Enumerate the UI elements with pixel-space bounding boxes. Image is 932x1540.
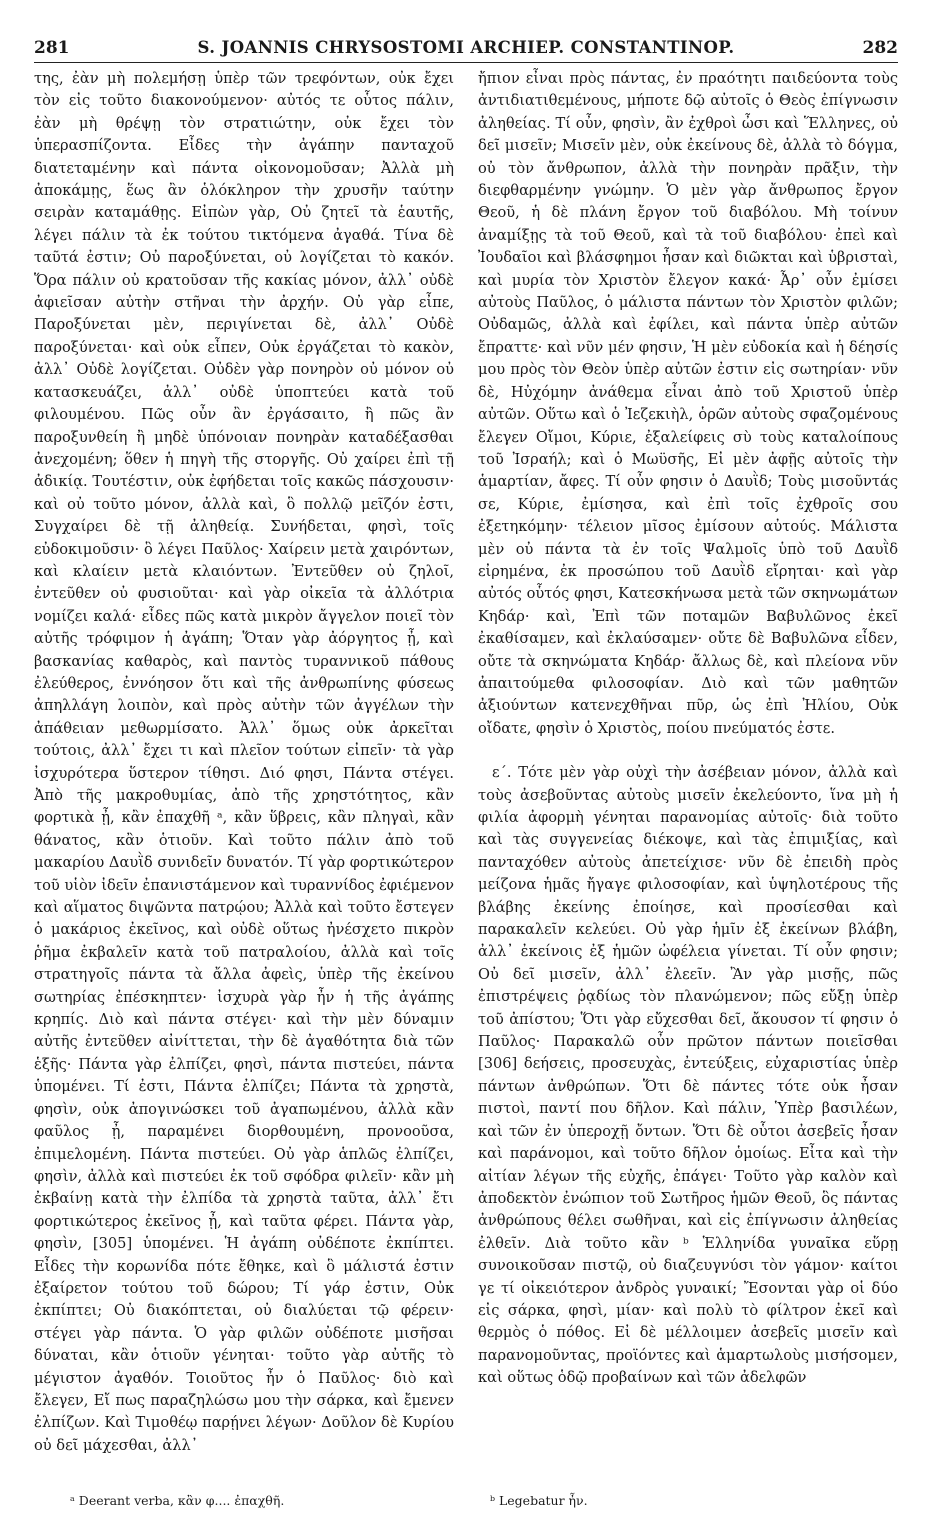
section-paragraph: ε´. Τότε μὲν γὰρ οὐχὶ τὴν ἀσέβειαν μόνον, ἀλλὰ καὶ τοὺς ἀσεβοῦντας αὐτοὺς μισεῖν ἐκελεύοντο, ἵνα μὴ ἡ φιλία ἀφορμὴ γένηται παρανομίας αὐτοῖς· διὰ τοῦτο καὶ τὰς συγγενείας διέκοψε, καὶ τὰς ἐπιμιξίας, καὶ πανταχόθεν αὐτοὺς ἀπετείχισε· νῦν δὲ ἐπειδὴ πρὸς μείζονα ἡμᾶς ἤγαγε φιλοσοφίαν, καὶ ὑψηλοτέρους τῆς βλάβης ἐκείνης ἐποίησε, καὶ προσίεσθαι καὶ παρακαλεῖν κελεύει. Οὐ γὰρ ἡμῖν ἐξ ἐκείνων βλάβη, ἀλλ᾽ ἐκείνοις ἐξ ἡμῶν ὠφέλεια γίνεται. Τί οὖν φησιν; Οὐ δεῖ μισεῖν, ἀλλ᾽ ἐλεεῖν. Ἂν γὰρ μισῇς, πῶς ἐπιστρέψεις ῥᾳδίως τὸν πλανώμενον; πῶς εὔξῃ ὑπὲρ τοῦ ἀπίστου; Ὅτι γὰρ εὔχεσθαι δεῖ, ἄκουσον τί φησιν ὁ Παῦλος· Παρακαλῶ οὖν πρῶτον πάντων ποιεῖσθαι [306] δεήσεις, προσευχὰς, ἐντεύξεις, εὐχαριστίας ὑπὲρ πάντων ἀνθρώπων. Ὅτι δὲ πάντες τότε οὐκ ἦσαν πιστοὶ, παντί που δῆλον. Καὶ πάλιν, Ὑπὲρ βασιλέων, καὶ τῶν ἐν ὑπεροχῇ ὄντων. Ὅτι δὲ οὗτοι ἀσεβεῖς ἦσαν καὶ παράνομοι, καὶ τοῦτο δῆλον ὁμοίως. Εἶτα καὶ τὴν αἰτίαν λέγων τῆς εὐχῆς, ἐπάγει· Τοῦτο γὰρ καλὸν καὶ ἀποδεκτὸν ἐνώπιον τοῦ Σωτῆρος ἡμῶν Θεοῦ, ὃς πάντας ἀνθρώπους θέλει σωθῆναι, καὶ εἰς ἐπίγνωσιν ἀληθείας ἐλθεῖν. Διὰ τοῦτο κἂν ᵇ Ἑλληνίδα γυναῖκα εὕρῃ συνοικοῦσαν πιστῷ, οὐ διαζευγνύσι τὸν γάμον· καίτοι γε τί οἰκειότερον ἀνδρὸς γυναικί; Ἔσονται γὰρ οἱ δύο εἰς σάρκα, φησὶ, μίαν· καὶ πολὺ τὸ φίλτρον ἐκεῖ καὶ θερμὸς ὁ πόθος. Εἰ δὲ μέλλοιμεν ἀσεβεῖς μισεῖν καὶ παρανομοῦντας, προϊόντες καὶ ἁμαρτωλοὺς μισήσομεν, καὶ οὕτως ὁδῷ προβαίνων καὶ τῶν ἀδελφῶν [478, 764, 898, 1387]
right-column [478, 68, 898, 1390]
page-number-right: 282 [862, 38, 898, 58]
right-column-paragraph: ἤπιον εἶναι πρὸς πάντας, ἐν πραότητι παιδεύοντα τοὺς ἀντιδιατιθεμένους, μήποτε δῷ αὐτοῖς ὁ Θεὸς ἐπίγνωσιν ἀληθείας. Τί οὖν, φησὶν, ἂν ἐχθροὶ ὦσι καὶ Ἕλληνες, οὐ δεῖ μισεῖν; Μισεῖν μὲν, οὐκ ἐκείνους δὲ, ἀλλὰ τὸ δόγμα, οὐ τὸν ἄνθρωπον, ἀλλὰ τὴν πονηρὰν πρᾶξιν, τὴν διεφθαρμένην γνώμην. Ὁ μὲν γὰρ ἄνθρωπος ἔργον Θεοῦ, ἡ δὲ πλάνη ἔργον τοῦ διαβόλου. Μὴ τοίνυν ἀναμίξῃς τὰ τοῦ Θεοῦ, καὶ τὰ τοῦ διαβόλου· ἐπεὶ καὶ Ἰουδαῖοι καὶ βλάσφημοι ἦσαν καὶ διῶκται καὶ ὑβρισταὶ, καὶ μυρία τὸν Χριστὸν ἔλεγον κακά· Ἆρ᾽ οὖν ἐμίσει αὐτοὺς Παῦλος, ὁ μάλιστα πάντων τὸν Χριστὸν φιλῶν; Οὐδαμῶς, ἀλλὰ καὶ ἐφίλει, καὶ πάντα ὑπὲρ αὐτῶν ἔπραττε· καὶ νῦν μέν φησιν, Ἡ μὲν εὐδοκία καὶ ἡ δέησίς μου πρὸς τὸν Θεὸν ὑπὲρ αὐτῶν ἐστιν εἰς σωτηρίαν· νῦν δὲ, Ηὐχόμην ἀνάθεμα εἶναι ἀπὸ τοῦ Χριστοῦ ὑπὲρ αὐτῶν. Οὕτω καὶ ὁ Ἰεζεκιὴλ, ὁρῶν αὐτοὺς σφαζομένους ἔλεγεν Οἴμοι, Κύριε, ἐξαλείφεις σὺ τοὺς καταλοίπους τοῦ Ἰσραήλ; καὶ ὁ Μωϋσῆς, Εἰ μὲν ἀφῇς αὐτοῖς τὴν ἁμαρτίαν, ἄφες. Τί οὖν φησιν ὁ Δαυῒδ; Τοὺς μισοῦντάς σε, Κύριε, ἐμίσησα, καὶ ἐπὶ τοῖς ἐχθροῖς σου ἐξετηκόμην· τέλειον μῖσος ἐμίσουν αὐτούς. Μάλιστα μὲν οὐ πάντα τὰ ἐν τοῖς Ψαλμοῖς ὑπὸ τοῦ Δαυῒδ εἰρημένα, ἐκ προσώπου τοῦ Δαυῒδ εἴρηται· καὶ γὰρ αὐτός οὗτός φησι, Κατεσκήνωσα μετὰ τῶν σκηνωμάτων Κηδάρ· καὶ, Ἐπὶ τῶν ποταμῶν Βαβυλῶνος ἐκεῖ ἐκαθίσαμεν, καὶ ἐκλαύσαμεν· οὔτε δὲ Βαβυλῶνα εἶδεν, οὔτε τὰ σκηνώματα Κηδάρ· ἄλλως δὲ, καὶ πλείονα νῦν ἀπαιτούμεθα φιλοσοφίαν. Διὸ καὶ τῶν μαθητῶν ἀξιούντων κατενεχθῆναι πῦρ, ὡς ἐπὶ Ἠλίου, Οὐκ οἴδατε, φησὶν ὁ Χριστὸς, ποίου πνεύματός ἐστε. [478, 70, 898, 737]
left-column [34, 68, 454, 1457]
footnote-right: ᵇ Legebatur ἦν. [490, 1493, 588, 1508]
left-column-paragraph: της, ἐὰν μὴ πολεμήσῃ ὑπὲρ τῶν τρεφόντων, οὐκ ἔχει τὸν εἰς τοῦτο διακονούμενον· αὐτός τε οὗτος πάλιν, ἐὰν μὴ θρέψῃ τὸν στρατιώτην, οὐκ ἔχει τὸν ὑπερασπίζοντα. Εἶδες τὴν ἀγάπην πανταχοῦ διατεταμένην καὶ πάντα οἰκονομοῦσαν; Ἀλλὰ μὴ ἀποκάμῃς, ἕως ἂν ὁλόκληρον τὴν χρυσῆν ταύτην σειρὰν καταμάθῃς. Εἰπὼν γὰρ, Οὐ ζητεῖ τὰ ἑαυτῆς, λέγει πάλιν τὰ ἐκ τούτου τικτόμενα ἀγαθά. Τίνα δὲ ταῦτά ἐστιν; Οὐ παροξύνεται, οὐ λογίζεται τὸ κακόν. Ὅρα πάλιν οὐ κρατοῦσαν τῆς κακίας μόνον, ἀλλ᾽ οὐδὲ ἀφιεῖσαν αὐτὴν στῆναι τὴν ἀρχήν. Οὐ γὰρ εἶπε, Παροξύνεται μὲν, περιγίνεται δὲ, ἀλλ᾽ Οὐδὲ παροξύνεται· καὶ οὐκ εἶπεν, Οὐκ ἐργάζεται τὸ κακὸν, ἀλλ᾽ Οὐδὲ λογίζεται. Οὐδὲν γὰρ πονηρὸν οὐ μόνον οὐ κατασκευάζει, ἀλλ᾽ οὐδὲ ὑποπτεύει κατὰ τοῦ φιλουμένου. Πῶς οὖν ἂν ἐργάσαιτο, ἢ πῶς ἂν παροξυνθείη ἢ μηδὲ ὑπόνοιαν πονηρὰν καταδέξασθαι ἀνεχομένη; ὅθεν ἡ πηγὴ τῆς στοργῆς. Οὐ χαίρει ἐπὶ τῇ ἀδικίᾳ. Τουτέστιν, οὐκ ἐφήδεται τοῖς κακῶς πάσχουσιν· καὶ οὐ τοῦτο μόνον, ἀλλὰ καὶ, ὃ πολλῷ μεῖζόν ἐστι, Συγχαίρει δὲ τῇ ἀληθείᾳ. Συνήδεται, φησὶ, τοῖς εὐδοκιμοῦσιν· ὃ λέγει Παῦλος· Χαίρειν μετὰ χαιρόντων, καὶ κλαίειν μετὰ κλαιόντων. Ἐντεῦθεν οὐ ζηλοῖ, ἐντεῦθεν οὐ φυσιοῦται· καὶ γὰρ οἰκεῖα τὰ ἀλλότρια νομίζει καλά· εἶδες πῶς κατὰ μικρὸν ἄγγελον ποιεῖ τὸν αὐτῆς τρόφιμον ἡ ἀγάπη; Ὅταν γὰρ ἀόργητος ᾖ, καὶ βασκανίας καθαρὸς, καὶ παντὸς τυραννικοῦ πάθους ἐλεύθερος, ἐννόησον ὅτι καὶ τῆς ἀνθρωπίνης φύσεως ἀπηλλάγη λοιπὸν, καὶ πρὸς αὐτὴν τῶν ἀγγέλων τὴν ἀπάθειαν μεθωρμίσατο. Ἀλλ᾽ ὅμως οὐκ ἀρκεῖται τούτοις, ἀλλ᾽ ἔχει τι καὶ πλεῖον τούτων εἰπεῖν· τὰ γὰρ ἰσχυρότερα ὕστερον τίθησι. Διό φησι, Πάντα στέγει. Ἀπὸ τῆς μακροθυμίας, ἀπὸ τῆς χρηστότητος, κἂν φορτικὰ ᾖ, κἂν ἐπαχθῆ ᵃ, κἂν ὕβρεις, κἂν πληγαὶ, κἂν θάνατος, κἂν ὁτιοῦν. Καὶ τοῦτο πάλιν ἀπὸ τοῦ μακαρίου Δαυῒδ συνιδεῖν δυνατόν. Τί γὰρ φορτικώτερον τοῦ υἱὸν ἰδεῖν ἐπανιστάμενον καὶ τυραννίδος ἐφιέμενον καὶ αἵματος διψῶντα πατρῴου; Ἀλλὰ καὶ τοῦτο ἔστεγεν ὁ μακάριος ἐκεῖνος, καὶ οὐδὲ οὕτως ἠνέσχετο πικρὸν ῥῆμα ἐκβαλεῖν κατὰ τοῦ πατραλοίου, ἀλλὰ καὶ τοῖς στρατηγοῖς πάντα τὰ ἄλλα ἀφεὶς, ὑπὲρ τῆς ἐκείνου σωτηρίας ἐπέσκηπτεν· ἰσχυρὰ γὰρ ἦν ἡ τῆς ἀγάπης κρηπίς. Διὸ καὶ πάντα στέγει· καὶ τὴν μὲν δύναμιν αὐτῆς ἐντεῦθεν αἰνίττεται, τὴν δὲ ἀγαθότητα διὰ τῶν ἑξῆς· Πάντα γὰρ ἐλπίζει, φησὶ, πάντα πιστεύει, πάντα ὑπομένει. Τί ἐστι, Πάντα ἐλπίζει; Πάντα τὰ χρηστὰ, φησὶν, οὐκ ἀπογινώσκει τοῦ ἀγαπωμένου, ἀλλὰ κἂν φαῦλος ᾖ, παραμένει διορθουμένη, προνοοῦσα, ἐπιμελομένη. Πάντα πιστεύει. Οὐ γὰρ ἁπλῶς ἐλπίζει, φησὶν, ἀλλὰ καὶ πιστεύει ἐκ τοῦ σφόδρα φιλεῖν· κἂν μὴ ἐκβαίνῃ κατὰ τὴν ἐλπίδα τὰ χρηστὰ ταῦτα, ἀλλ᾽ ἔτι φορτικώτερος ἐκεῖνος ᾖ, καὶ ταῦτα φέρει. Πάντα γὰρ, φησὶν, [305] ὑπομένει. Ἡ ἀγάπη οὐδέποτε ἐκπίπτει. Εἶδες τὴν κορωνίδα πότε ἔθηκε, καὶ ὃ μάλιστά ἐστιν ἐξαίρετον τούτου τοῦ δώρου; Τί γάρ ἐστιν, Οὐκ ἐκπίπτει; Οὐ διακόπτεται, οὐ διαλύεται τῷ φέρειν· στέγει γὰρ πάντα. Ὁ γὰρ φιλῶν οὐδέποτε μισῆσαι δύναται, κἂν ὁτιοῦν γένηται· τοῦτο γὰρ αὐτῆς τὸ μέγιστον ἀγαθόν. Τοιοῦτος ἦν ὁ Παῦλος· διὸ καὶ ἔλεγεν, Εἴ πως παραζηλώσω μου τὴν σάρκα, καὶ ἔμενεν ἐλπίζων. Καὶ Τιμοθέῳ παρῄνει λέγων· Δοῦλον δὲ Κυρίου οὐ δεῖ μάχεσθαι, ἀλλ᾽ [34, 70, 455, 1454]
page-number-left: 281 [34, 38, 70, 58]
footnote-left: ᵃ Deerant verba, κἂν φ.... ἐπαχθῆ. [70, 1493, 285, 1508]
running-title: S. JOANNIS CHRYSOSTOMI ARCHIEP. CONSTANTINOP. [197, 38, 735, 57]
running-header [34, 38, 898, 63]
